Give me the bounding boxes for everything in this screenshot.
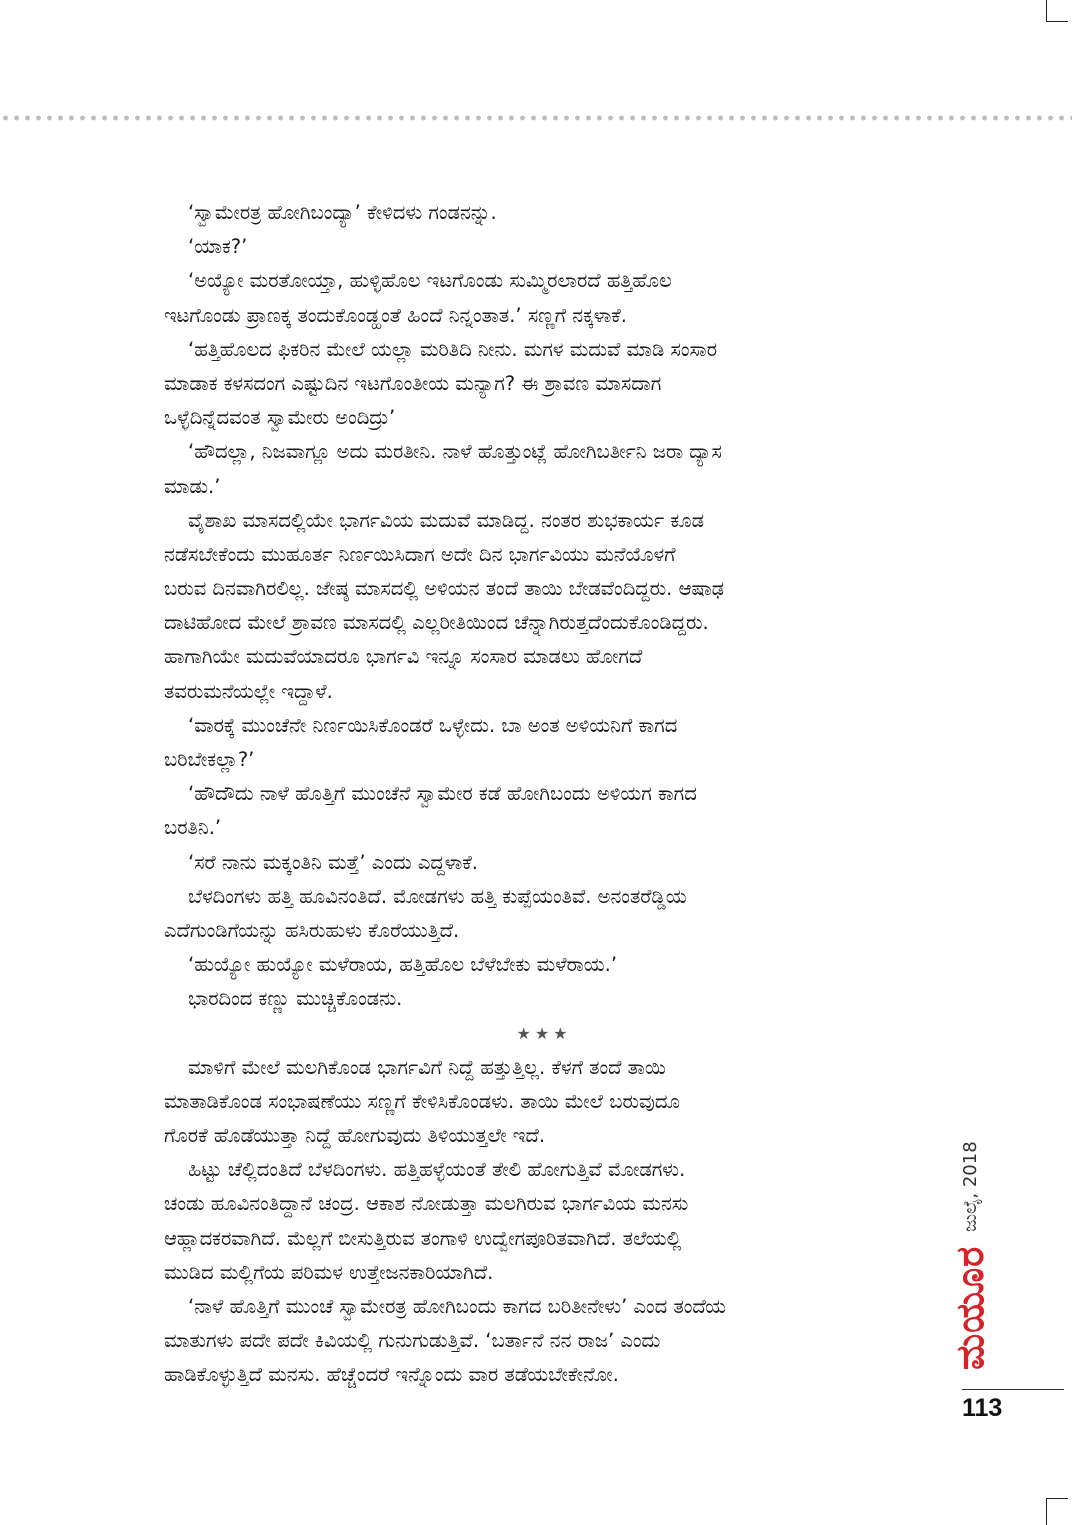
dotted-header-rule <box>0 114 1072 122</box>
text-line: ಎದೆಗುಂಡಿಗೆಯನ್ನು ಹಸಿರುಹುಳು ಕೊರೆಯುತ್ತಿದೆ. <box>164 918 460 942</box>
crop-mark-bottom <box>1046 1498 1068 1525</box>
text-line: ಮಾತಾಡಿಕೊಂಡ ಸಂಭಾಷಣೆಯು ಸಣ್ಣಗೆ ಕೇಳಿಸಿಕೊಂಡಳು. ತಾಯಿ ಮೇಲೆ ಬರುವುದೂ <box>164 1089 680 1113</box>
text-line: ಮಾತುಗಳು ಪದೇ ಪದೇ ಕಿವಿಯಲ್ಲಿ ಗುನುಗುಡುತ್ತಿವೆ. ‘ಬರ್ತಾನೆ ನನ ರಾಜ’ ಎಂದು <box>164 1329 661 1353</box>
text-line: ‘ಅಯ್ಯೋ ಮರತೋಯ್ತಾ, ಹುಳ್ಳಿಹೊಲ ಇಟಗೊಂಡು ಸುಮ್ಮಿರಲಾರದೆ ಹತ್ತಿಹೊಲ <box>188 269 672 293</box>
text-line: ತವರುಮನೆಯಲ್ಲೇ ಇದ್ದಾಳೆ. <box>164 679 333 703</box>
text-line: ದಾಟಿಹೋದ ಮೇಲೆ ಶ್ರಾವಣ ಮಾಸದಲ್ಲಿ ಎಲ್ಲರೀತಿಯಿಂದ ಚೆನ್ನಾಗಿರುತ್ತದೆಂದುಕೊಂಡಿದ್ದರು. <box>164 611 709 635</box>
text-line: ‘ಹತ್ತಿಹೊಲದ ಫಿಕರಿನ ಮೇಲೆ ಯಲ್ಲಾ ಮರಿತಿದಿ ನೀನು. ಮಗಳ ಮದುವೆ ಮಾಡಿ ಸಂಸಾರ <box>188 337 718 361</box>
text-line: ಮುಡಿದ ಮಲ್ಲಿಗೆಯ ಪರಿಮಳ ಉತ್ತೇಜನಕಾರಿಯಾಗಿದೆ. <box>164 1260 494 1284</box>
text-line: ಬರಿಬೇಕಲ್ಲಾ?’ <box>164 748 255 771</box>
text-line: ‘ಹುಯ್ಯೋ ಹುಯ್ಯೋ ಮಳೆರಾಯ, ಹತ್ತಿಹೊಲ ಬೆಳೆಬೇಕು ಮಳೆರಾಯ.’ <box>188 953 618 977</box>
magazine-sidebar <box>930 1110 1010 1370</box>
text-line: ‘ಹೌದಲ್ಲಾ, ನಿಜವಾಗ್ಲೂ ಅದು ಮರತೀನಿ. ನಾಳೆ ಹೊತ್ತುಂಟ್ಲೆ ಹೋಗಿಬರ್ತೀನಿ ಜರಾ ದ್ಯಾಸ <box>188 440 722 464</box>
text-line: ‘ವಾರಕ್ಕೆ ಮುಂಚೆನೇ ನಿರ್ಣಯಿಸಿಕೊಂಡರೆ ಒಳ್ಳೇದು. ಬಾ ಅಂತ ಅಳಿಯನಿಗೆ ಕಾಗದ <box>188 713 678 737</box>
text-line: ಹಾಗಾಗಿಯೇ ಮದುವೆಯಾದರೂ ಭಾರ್ಗವಿ ಇನ್ನೂ ಸಂಸಾರ ಮಾಡಲು ಹೋಗದೆ <box>164 645 643 669</box>
issue-date: ಜುಲೈ, 2018 <box>959 1141 981 1232</box>
text-line: ಆಹ್ಲಾದಕರವಾಗಿದೆ. ಮೆಲ್ಲಗೆ ಬೀಸುತ್ತಿರುವ ತಂಗಾಳಿ ಉದ್ವೇಗಪೂರಿತವಾಗಿದೆ. ತಲೆಯಲ್ಲಿ <box>164 1226 682 1250</box>
text-line: ‘ನಾಳೆ ಹೊತ್ತಿಗೆ ಮುಂಚೆ ಸ್ವಾಮೇರತ್ರ ಹೋಗಿಬಂದು ಕಾಗದ ಬರಿತೀನೇಳು’ ಎಂದ ತಂದೆಯ <box>188 1295 727 1318</box>
magazine-name: ಮಯೂರ <box>947 1245 992 1370</box>
text-line: ಗೊರಕೆ ಹೊಡೆಯುತ್ತಾ ನಿದ್ದೆ ಹೋಗುವುದು ತಿಳಿಯುತ್ತಲೇ ಇದೆ. <box>164 1124 546 1148</box>
text-line: ‘ಯಾಕ?’ <box>188 235 248 259</box>
text-line: ‘ಸ್ವಾಮೇರತ್ರ ಹೋಗಿಬಂದ್ಯಾ’ ಕೇಳಿದಳು ಗಂಡನನ್ನು. <box>188 201 497 224</box>
text-line: ಭಾರದಿಂದ ಕಣ್ಣು ಮುಚ್ಚಿಕೊಂಡನು. <box>188 987 403 1011</box>
text-line: ಬೆಳದಿಂಗಳು ಹತ್ತಿ ಹೂವಿನಂತಿದೆ. ಮೋಡಗಳು ಹತ್ತಿ ಕುಪ್ಪೆಯಂತಿವೆ. ಅನಂತರೆಡ್ಡಿಯ <box>188 884 687 908</box>
page-number: 113 <box>962 1394 1003 1422</box>
text-line: ಹಿಟ್ಟು ಚೆಲ್ಲಿದಂತಿದೆ ಬೆಳದಿಂಗಳು. ಹತ್ತಿಹಳ್ಳೆಯಂತೆ ತೇಲಿ ಹೋಗುತ್ತಿವೆ ಮೋಡಗಳು. <box>188 1158 686 1182</box>
text-line: ‘ಸರೆ ನಾನು ಮಕ್ಕಂತಿನಿ ಮತ್ತೆ’ ಎಂದು ಎದ್ದಳಾಕೆ. <box>188 850 478 874</box>
text-line: ನಡೆಸಬೇಕೆಂದು ಮುಹೂರ್ತ ನಿರ್ಣಯಿಸಿದಾಗ ಅದೇ ದಿನ ಭಾರ್ಗವಿಯು ಮನೆಯೊಳಗೆ <box>164 542 676 566</box>
page-number-rule <box>962 1389 1064 1390</box>
text-line: ವೈಶಾಖ ಮಾಸದಲ್ಲಿಯೇ ಭಾರ್ಗವಿಯ ಮದುವೆ ಮಾಡಿದ್ದ. ನಂತರ ಶುಭಕಾರ್ಯ ಕೂಡ <box>188 508 704 532</box>
text-line: ಮಾಳಿಗೆ ಮೇಲೆ ಮಲಗಿಕೊಂಡ ಭಾರ್ಗವಿಗೆ ನಿದ್ದೆ ಹತ್ತುತ್ತಿಲ್ಲ. ಕೆಳಗೆ ತಂದೆ ತಾಯಿ <box>188 1055 666 1079</box>
text-line: ಬರತಿನಿ.’ <box>164 816 222 840</box>
crop-mark-top <box>1046 0 1068 22</box>
text-line: ಬರುವ ದಿನವಾಗಿರಲಿಲ್ಲ. ಜೇಷ್ಠ ಮಾಸದಲ್ಲಿ ಅಳಿಯನ ತಂದೆ ತಾಯಿ ಬೇಡವೆಂದಿದ್ದರು. ಆಷಾಢ <box>164 577 725 601</box>
article-part-2 <box>164 1051 924 1393</box>
text-line: ಚಂಡು ಹೂವಿನಂತಿದ್ದಾನೆ ಚಂದ್ರ. ಆಕಾಶ ನೋಡುತ್ತಾ ಮಲಗಿರುವ ಭಾರ್ಗವಿಯ ಮನಸು <box>164 1192 689 1216</box>
section-break: ★★★ <box>516 1023 572 1043</box>
article-part-1 <box>164 196 924 1017</box>
text-line: ಹಾಡಿಕೊಳ್ಳುತ್ತಿದೆ ಮನಸು. ಹೆಚ್ಚೆಂದರೆ ಇನ್ನೊಂದು ವಾರ ತಡೆಯಬೇಕೇನೋ. <box>164 1363 619 1387</box>
text-line: ಇಟಗೊಂಡು ಪ್ರಾಣಕ್ಕ ತಂದುಕೊಂಡ್ಹಂತೆ ಹಿಂದೆ ನಿನ್ನಂತಾತ.’ ಸಣ್ಣಗೆ ನಕ್ಕಳಾಕೆ. <box>164 303 627 327</box>
text-line: ಮಾಡಾಕ ಕಳಸದಂಗ ಎಷ್ಟುದಿನ ಇಟಗೊಂತೀಯ ಮನ್ಯಾಗ? ಈ ಶ್ರಾವಣ ಮಾಸದಾಗ <box>164 371 662 395</box>
text-line: ಒಳ್ಳೆದಿನ್ನೆದವಂತ ಸ್ವಾಮೇರು ಅಂದಿದ್ರು’ <box>164 406 396 430</box>
text-line: ‘ಹೌದೌದು ನಾಳೆ ಹೊತ್ತಿಗೆ ಮುಂಚೆನೆ ಸ್ವಾಮೇರ ಕಡೆ ಹೋಗಿಬಂದು ಅಳಿಯಗ ಕಾಗದ <box>188 782 697 806</box>
article-body <box>164 196 924 1393</box>
text-line: ಮಾಡು.’ <box>164 474 221 498</box>
